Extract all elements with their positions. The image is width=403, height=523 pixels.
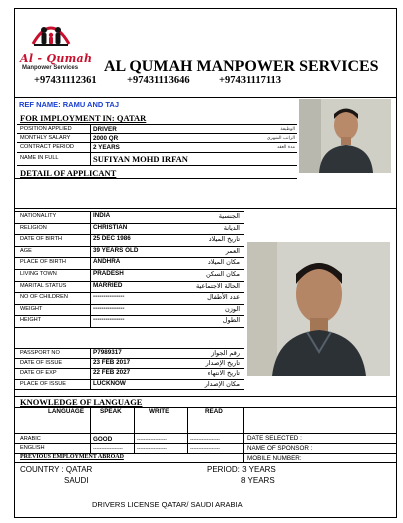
row-line [14,443,397,444]
row-line [14,315,244,316]
contract-label: CONTRACT PERIOD [20,144,74,150]
english-speak: ------------------ [93,446,123,452]
details-arabic: الجنسية [218,212,240,220]
country-2: SAUDI [64,476,89,485]
english-read: ------------------ [190,446,220,452]
header-speak: SPEAK [100,408,122,415]
details-label: RELIGION [20,224,47,231]
details-value: --------------- [93,293,125,301]
details-label: MARITAL STATUS [20,282,67,289]
position-value: DRIVER [93,126,117,133]
logo-subtitle: Manpower Services [22,65,79,71]
row-line [14,327,244,328]
position-arabic: الوظيفة [280,127,295,132]
col-line [90,407,91,453]
header-write: WRITE [149,408,170,415]
drivers-license: DRIVERS LICENSE QATAR/ SAUDI ARABIA [92,500,243,509]
details-value: PRADESH [93,270,124,277]
details-value: 39 YEARS OLD [93,246,139,254]
details-label: HEIGHT [20,317,42,324]
details-arabic: الطول [222,316,240,325]
name-of-sponsor: NAME OF SPONSOR : [247,445,313,452]
passport-label: DATE OF EXP [20,370,57,377]
salary-value: 2000 QR [93,135,119,142]
details-value: CHRISTIAN [93,223,128,231]
passport-label: PLACE OF ISSUE [20,380,67,387]
header-read: READ [205,408,223,415]
phone-2: +97431113646 [127,75,190,86]
row-line [17,124,297,125]
details-label: AGE [20,247,32,254]
col-line [90,211,91,327]
details-label: WEIGHT [20,305,43,312]
details-arabic: الديانة [223,223,240,232]
row-line [14,211,244,212]
date-selected: DATE SELECTED : [247,435,302,442]
passport-value: 23 FEB 2017 [93,359,131,367]
lang-arabic: ARABIC [20,436,41,442]
details-arabic: تاريخ الميلاد [208,235,240,244]
ref-name: REF NAME: RAMU AND TAJ [19,100,119,109]
col-line [134,407,135,453]
row-line [14,178,297,179]
row-line [17,152,297,153]
header-language: LANGUAGE [48,408,85,415]
contract-arabic: مدة العقد [277,145,295,150]
details-label: DATE OF BIRTH [20,236,63,243]
row-line [14,462,397,463]
col-line [90,348,91,389]
logo-text: Al - Qumah [20,52,93,65]
knowledge-title: KNOWLEDGE OF LANGUAGE [20,397,143,407]
contract-value: 2 YEARS [93,144,120,151]
detail-title: DETAIL OF APPLICANT [20,168,117,178]
mobile-number: MOBILE NUMBER: [247,455,302,462]
salary-label: MONTHLY SALARY [20,135,71,141]
arabic-write: ------------------ [137,437,167,443]
details-label: PLACE OF BIRTH [20,259,66,266]
passport-value: P7989317 [93,349,122,356]
english-write: ------------------ [137,446,167,452]
details-value: MARRIED [93,281,123,289]
fullname-label: NAME IN FULL [20,155,59,161]
details-value: --------------- [93,304,125,312]
row-line [17,165,297,166]
company-name: AL QUMAH MANPOWER SERVICES [104,58,379,75]
row-line [17,133,297,134]
applicant-photo-small [299,99,391,173]
country-label: COUNTRY : QATAR [20,465,93,474]
details-arabic: مكان الميلاد [207,258,240,267]
details-value: 25 DEC 1986 [93,235,131,243]
details-label: NATIONALITY [20,213,57,219]
details-arabic: مكان السكن [205,270,240,278]
position-label: POSITION APPLIED [20,126,72,132]
period-2: 8 YEARS [241,476,275,485]
passport-label: PASSPORT NO [20,350,60,356]
details-arabic: العمر [225,246,240,255]
passport-arabic: رقم الجواز [211,349,240,357]
details-label: LIVING TOWN [20,271,57,277]
passport-label: DATE OF ISSUE [20,360,63,367]
phone-1: +97431112361 [34,75,97,86]
details-arabic: عدد الأطفال [207,293,240,302]
previous-employment-title: PREVIOUS EMPLOYMENT ABROAD [20,454,124,460]
arabic-speak: GOOD [93,436,113,443]
details-value: INDIA [93,212,111,219]
passport-arabic: مكان الإصدار [204,379,240,388]
section-line [14,208,397,209]
row-line [14,389,244,390]
fullname-value: SUFIYAN MOHD IRFAN [93,154,188,164]
col-line [187,407,188,453]
details-value: --------------- [93,316,125,324]
salary-arabic: الراتب الشهري [266,136,295,141]
arabic-read: ------------------ [190,437,220,443]
details-label: NO OF CHILDREN [20,294,68,301]
row-line [14,223,244,224]
passport-arabic: تاريخ الانتهاء [207,369,240,378]
logo-family-icon [30,14,72,50]
details-value: ANDHRA [93,258,121,266]
col-line [90,124,91,165]
row-line [14,433,397,434]
details-arabic: الحالة الاجتماعية [195,281,240,290]
passport-value: 22 FEB 2027 [93,369,131,377]
phone-3: +97431117113 [219,75,281,86]
row-line [17,142,297,143]
lang-english: ENGLISH [20,445,45,451]
applicant-photo-large [247,242,390,376]
row-line [14,304,244,305]
employment-title: FOR IMPLOYMENT IN: QATAR [20,113,147,123]
header-divider [14,97,397,98]
period-label: PERIOD: 3 YEARS [207,465,276,474]
row-line [14,348,244,349]
passport-arabic: تاريخ الإصدار [205,359,240,368]
passport-value: LUCKNOW [93,379,126,387]
details-arabic: الوزن [224,304,240,313]
col-line [243,407,244,462]
